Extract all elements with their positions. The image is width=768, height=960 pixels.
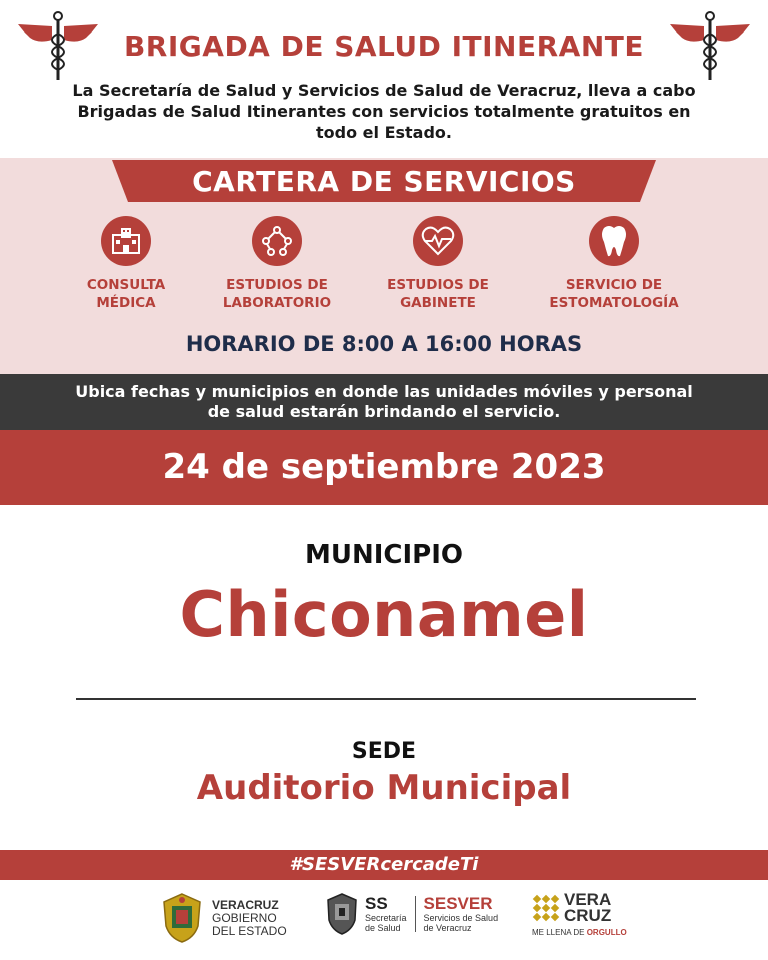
footer bbox=[0, 880, 768, 960]
logo-text: VERACRUZ bbox=[212, 897, 279, 912]
intro-text: La Secretaría de Salud y Servicios de Salud de Veracruz, lleva a cabo Brigadas de Salud Itinerantes con servicios totalmente gratuitos en todo el Estado. bbox=[72, 81, 696, 142]
municipio-label: MUNICIPIO bbox=[304, 540, 463, 570]
service-label: LABORATORIO bbox=[222, 295, 332, 311]
logo-text: de Salud bbox=[365, 923, 401, 933]
services-banner: CARTERA DE SERVICIOS bbox=[192, 165, 576, 198]
service-label: GABINETE bbox=[400, 295, 476, 311]
veracruz-shield-icon bbox=[160, 892, 204, 944]
date-bar: 24 de septiembre 2023 bbox=[0, 430, 768, 505]
logo-text: SS bbox=[365, 894, 388, 913]
service-gabinete bbox=[353, 216, 523, 312]
molecule-icon bbox=[252, 216, 302, 266]
logo-text: Secretaría bbox=[365, 913, 407, 923]
logo-divider bbox=[415, 896, 416, 932]
hospital-icon bbox=[101, 216, 151, 266]
sede-name: Auditorio Municipal bbox=[196, 768, 572, 808]
service-laboratorio bbox=[192, 216, 362, 312]
municipio-name: Chiconamel bbox=[179, 578, 589, 651]
logo-text: de Veracruz bbox=[423, 923, 472, 933]
service-label: CONSULTA bbox=[86, 277, 166, 293]
ss-shield-icon bbox=[325, 892, 359, 936]
notice-line: Ubica fechas y municipios en donde las unidades móviles y personal bbox=[75, 382, 693, 401]
heartbeat-icon bbox=[413, 216, 463, 266]
sede-label: SEDE bbox=[351, 739, 417, 764]
service-estomatologia bbox=[529, 216, 699, 312]
notice-bar bbox=[0, 374, 768, 430]
services-section bbox=[0, 158, 768, 374]
header bbox=[0, 0, 768, 158]
service-consulta bbox=[41, 216, 211, 312]
hours-text: HORARIO DE 8:00 A 16:00 HORAS bbox=[185, 332, 583, 356]
tooth-icon bbox=[589, 216, 639, 266]
logo-text: SESVER bbox=[423, 894, 493, 913]
logo-text: GOBIERNO bbox=[212, 910, 277, 925]
caduceus-icon bbox=[668, 10, 752, 82]
notice-line: de salud estarán brindando el servicio. bbox=[207, 402, 561, 421]
service-label: ESTUDIOS DE bbox=[226, 277, 328, 293]
ss-logo bbox=[325, 892, 498, 936]
logo-text: DEL ESTADO bbox=[212, 923, 287, 938]
service-label: ESTOMATOLOGÍA bbox=[549, 295, 679, 311]
logo-tagline: ME LLENA DE bbox=[532, 928, 587, 937]
logo-text: CRUZ bbox=[564, 906, 612, 925]
service-label: MÉDICA bbox=[96, 295, 156, 311]
divider bbox=[76, 698, 696, 700]
logo-text: Servicios de Salud bbox=[423, 913, 499, 923]
service-label: ESTUDIOS DE bbox=[387, 277, 489, 293]
veracruz-brand-logo bbox=[532, 892, 627, 937]
logo-tagline: ORGULLO bbox=[586, 928, 627, 937]
service-label: SERVICIO DE bbox=[565, 277, 663, 293]
logo-text: VERA bbox=[564, 890, 612, 909]
page-title: BRIGADA DE SALUD ITINERANTE bbox=[123, 30, 645, 63]
hashtag-bar: #SESVERcercadeTi bbox=[0, 850, 768, 880]
pattern-icon bbox=[532, 894, 560, 922]
gobierno-logo bbox=[160, 892, 287, 944]
